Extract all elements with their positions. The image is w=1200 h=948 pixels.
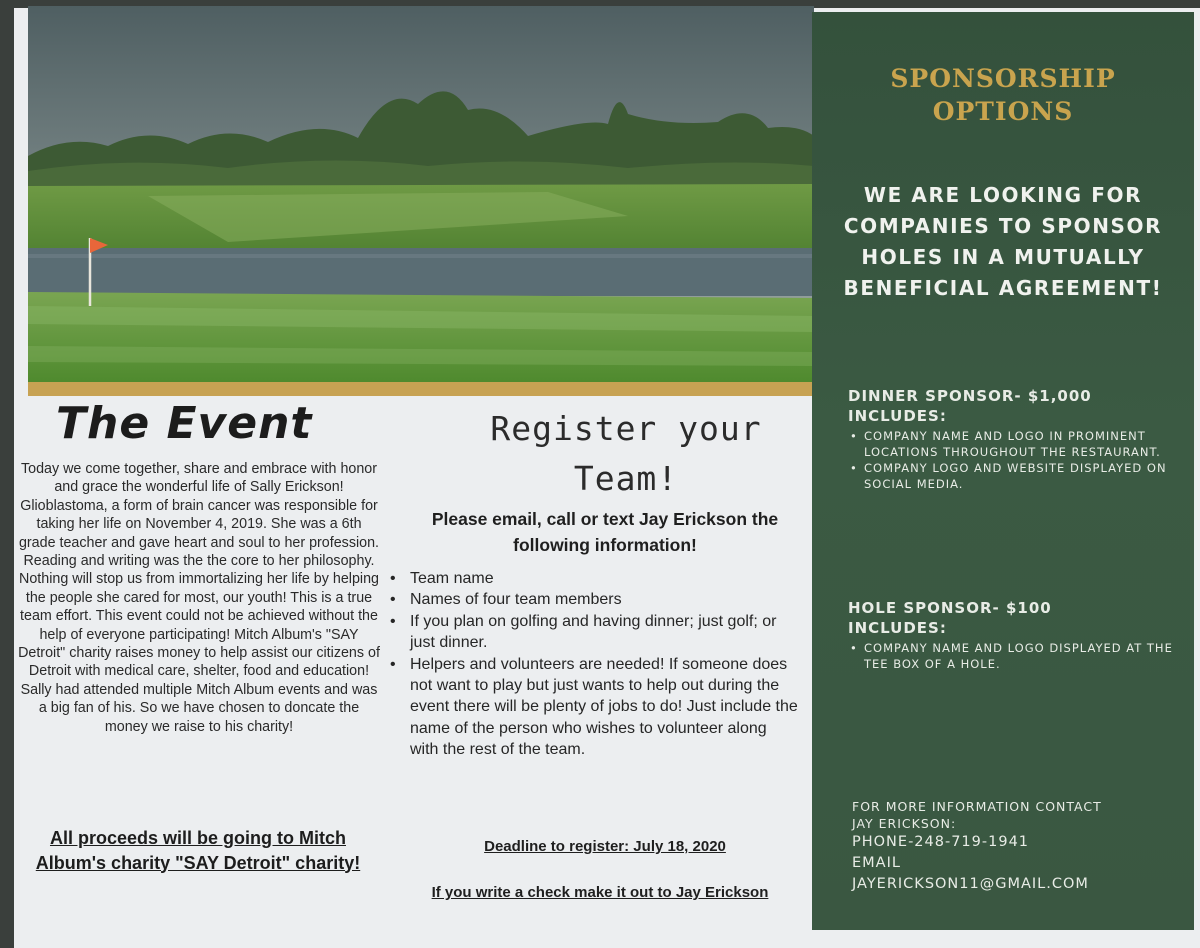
list-item: • Names of four team members bbox=[388, 589, 798, 610]
check-payable-note: If you write a check make it out to Jay Erickson bbox=[431, 884, 769, 901]
gold-divider-bar bbox=[28, 382, 814, 396]
event-body: Today we come together, share and embrace with honor and grace the wonderful life of Sally Erickson! Glioblastoma, a form of brain cancer was responsible for taking her life on November 4, 2019. She was a 6th grade teacher and gave heart and soul to her profession. Reading and writing was the the core to her philosophy. Nothing will stop us from immortalizing her life by helping the people she cared for most, our youth! This is a true team effort. This event could not be achieved without the help of everyone participating! Mitch Album's "SAY Detroit" charity raises money to help assist our citizens of Detroit with medical care, shelter, food and education! Sally had attended multiple Mitch Album events and was a big fan of his. So we have chosen to doncate the money we raise to his charity! bbox=[18, 461, 380, 735]
list-item: • COMPANY NAME AND LOGO IN PROMINENT LOCATIONS THROUGHOUT THE RESTAURANT. bbox=[864, 428, 1178, 460]
dinner-sponsor-block bbox=[848, 386, 1178, 492]
contact-email: JAYERICKSON11@GMAIL.COM bbox=[852, 876, 1089, 892]
hole-sponsor-block bbox=[848, 598, 1178, 672]
dinner-sponsor-includes: INCLUDES: bbox=[848, 407, 947, 425]
hole-sponsor-includes: INCLUDES: bbox=[848, 619, 947, 637]
register-title: Register your Team! bbox=[490, 409, 762, 498]
register-deadline: Deadline to register: July 18, 2020 bbox=[484, 838, 726, 855]
hole-sponsor-list bbox=[848, 640, 1178, 672]
sponsorship-looking-text: WE ARE LOOKING FOR COMPANIES TO SPONSOR HOLES IN A MUTUALLY BENEFICIAL AGREEMENT! bbox=[843, 183, 1163, 300]
list-item: • Team name bbox=[388, 568, 798, 589]
event-proceeds-note: All proceeds will be going to Mitch Album's charity "SAY Detroit" charity! bbox=[35, 828, 361, 873]
contact-line-1: FOR MORE INFORMATION CONTACT bbox=[852, 799, 1102, 814]
contact-line-2: JAY ERICKSON: bbox=[852, 816, 957, 831]
contact-phone: PHONE-248-719-1941 bbox=[852, 834, 1030, 850]
list-item: • If you plan on golfing and having dinner; just golf; or just dinner. bbox=[388, 611, 798, 654]
register-list bbox=[388, 568, 798, 761]
event-title: The Event bbox=[56, 398, 313, 449]
register-instructions: Please email, call or text Jay Erickson the following information! bbox=[431, 509, 779, 555]
sponsorship-title: SPONSORSHIP OPTIONS bbox=[890, 64, 1116, 126]
contact-email-label: EMAIL bbox=[852, 855, 901, 871]
contact-block bbox=[852, 798, 1182, 895]
hole-sponsor-heading: HOLE SPONSOR- $100 bbox=[848, 599, 1052, 617]
list-item: • COMPANY NAME AND LOGO DISPLAYED AT THE TEE BOX OF A HOLE. bbox=[864, 640, 1178, 672]
dinner-sponsor-list bbox=[848, 428, 1178, 492]
dinner-sponsor-heading: DINNER SPONSOR- $1,000 bbox=[848, 387, 1092, 405]
list-item: • COMPANY LOGO AND WEBSITE DISPLAYED ON SOCIAL MEDIA. bbox=[864, 460, 1178, 492]
sponsorship-panel bbox=[812, 12, 1194, 930]
golf-course-photo bbox=[28, 6, 814, 382]
list-item: • Helpers and volunteers are needed! If someone does not want to play but just wants to help out during the event there will be plenty of jobs to do! Just include the name of the person who wishes to volunteer along with the rest of the team. bbox=[388, 654, 798, 761]
golf-course-image bbox=[28, 6, 814, 382]
